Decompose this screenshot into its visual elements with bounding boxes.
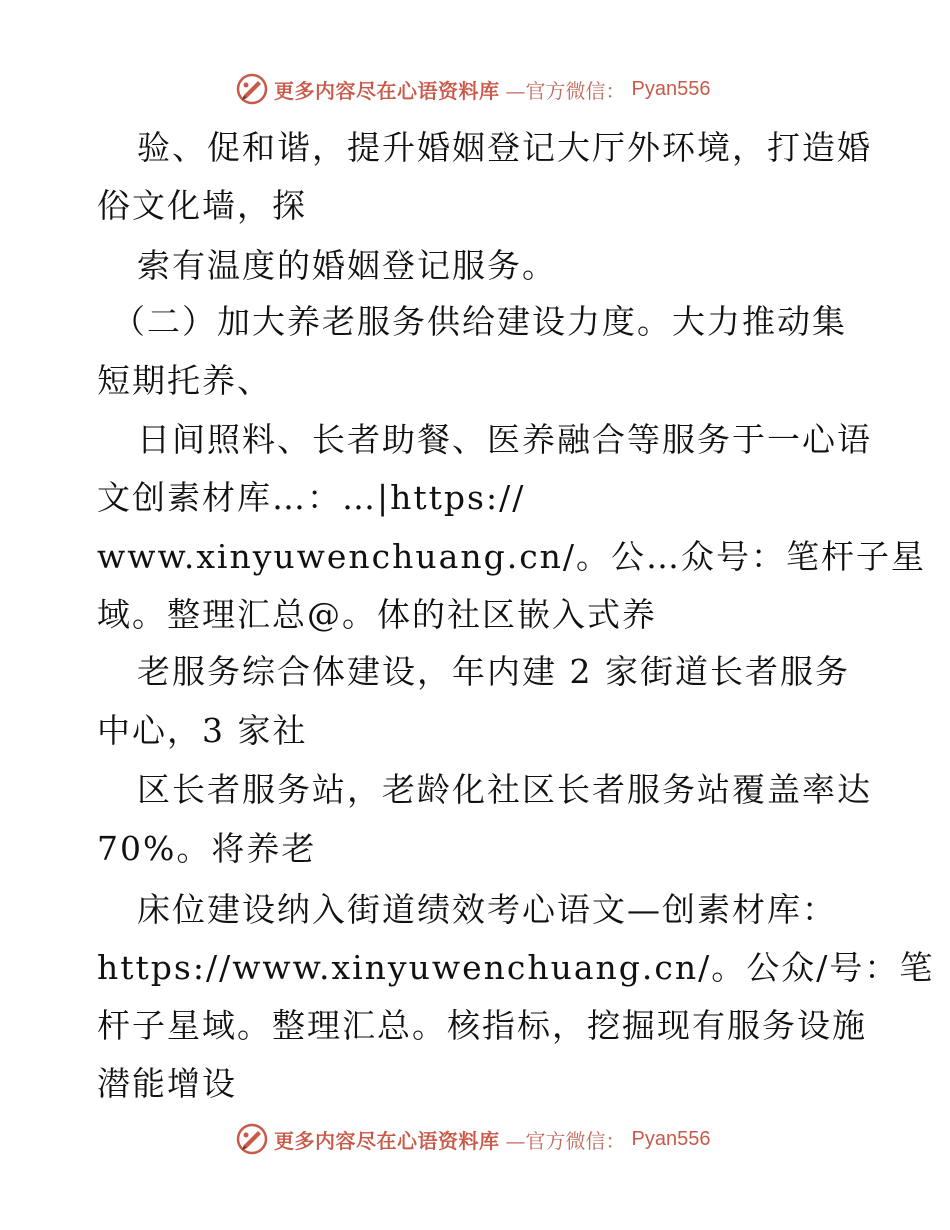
banner-account-id: Pyan556 bbox=[631, 1127, 711, 1150]
banner-main-text: 更多内容尽在心语资料库 bbox=[274, 1128, 500, 1153]
text-line: 区长者服务站，老龄化社区长者服务站覆盖率达 bbox=[137, 770, 872, 809]
text-line: 验、促和谐，提升婚姻登记大厅外环境，打造婚 bbox=[137, 128, 872, 167]
text-line: 潜能增设 bbox=[97, 1064, 237, 1103]
text-line: 俗文化墙，探 bbox=[97, 186, 307, 225]
banner-account-id: Pyan556 bbox=[631, 77, 711, 100]
text-line: （二）加大养老服务供给建设力度。大力推动集 bbox=[112, 302, 847, 341]
text-line: www.xinyuwenchuang.cn/。公…众号：笔杆子星 bbox=[97, 537, 927, 576]
text-line: 短期托养、 bbox=[97, 361, 272, 400]
banner-official-label: —官方微信： bbox=[505, 78, 626, 103]
text-line: 杆子星域。整理汇总。核指标，挖掘现有服务设施 bbox=[97, 1006, 867, 1045]
text-line: 索有温度的婚姻登记服务。 bbox=[137, 246, 557, 285]
header-watermark-banner bbox=[236, 72, 710, 106]
text-line: 域。整理汇总@。体的社区嵌入式养 bbox=[97, 595, 657, 634]
text-line: https://www.xinyuwenchuang.cn/。公众/号：笔 bbox=[97, 948, 935, 987]
text-line: 中心，3 家社 bbox=[97, 711, 308, 750]
brand-logo-icon bbox=[236, 1123, 268, 1155]
text-line: 床位建设纳入街道绩效考心语文—创素材库： bbox=[137, 890, 837, 929]
text-line: 70%。将养老 bbox=[97, 829, 317, 868]
banner-main-text: 更多内容尽在心语资料库 bbox=[274, 78, 500, 103]
text-line: 文创素材库…：…|https:// bbox=[97, 478, 526, 517]
text-line: 日间照料、长者助餐、医养融合等服务于一心语 bbox=[137, 420, 872, 459]
brand-logo-icon bbox=[236, 73, 268, 105]
footer-watermark-banner bbox=[236, 1122, 710, 1156]
text-line: 老服务综合体建设，年内建 2 家街道长者服务 bbox=[137, 652, 850, 691]
banner-official-label: —官方微信： bbox=[505, 1128, 626, 1153]
